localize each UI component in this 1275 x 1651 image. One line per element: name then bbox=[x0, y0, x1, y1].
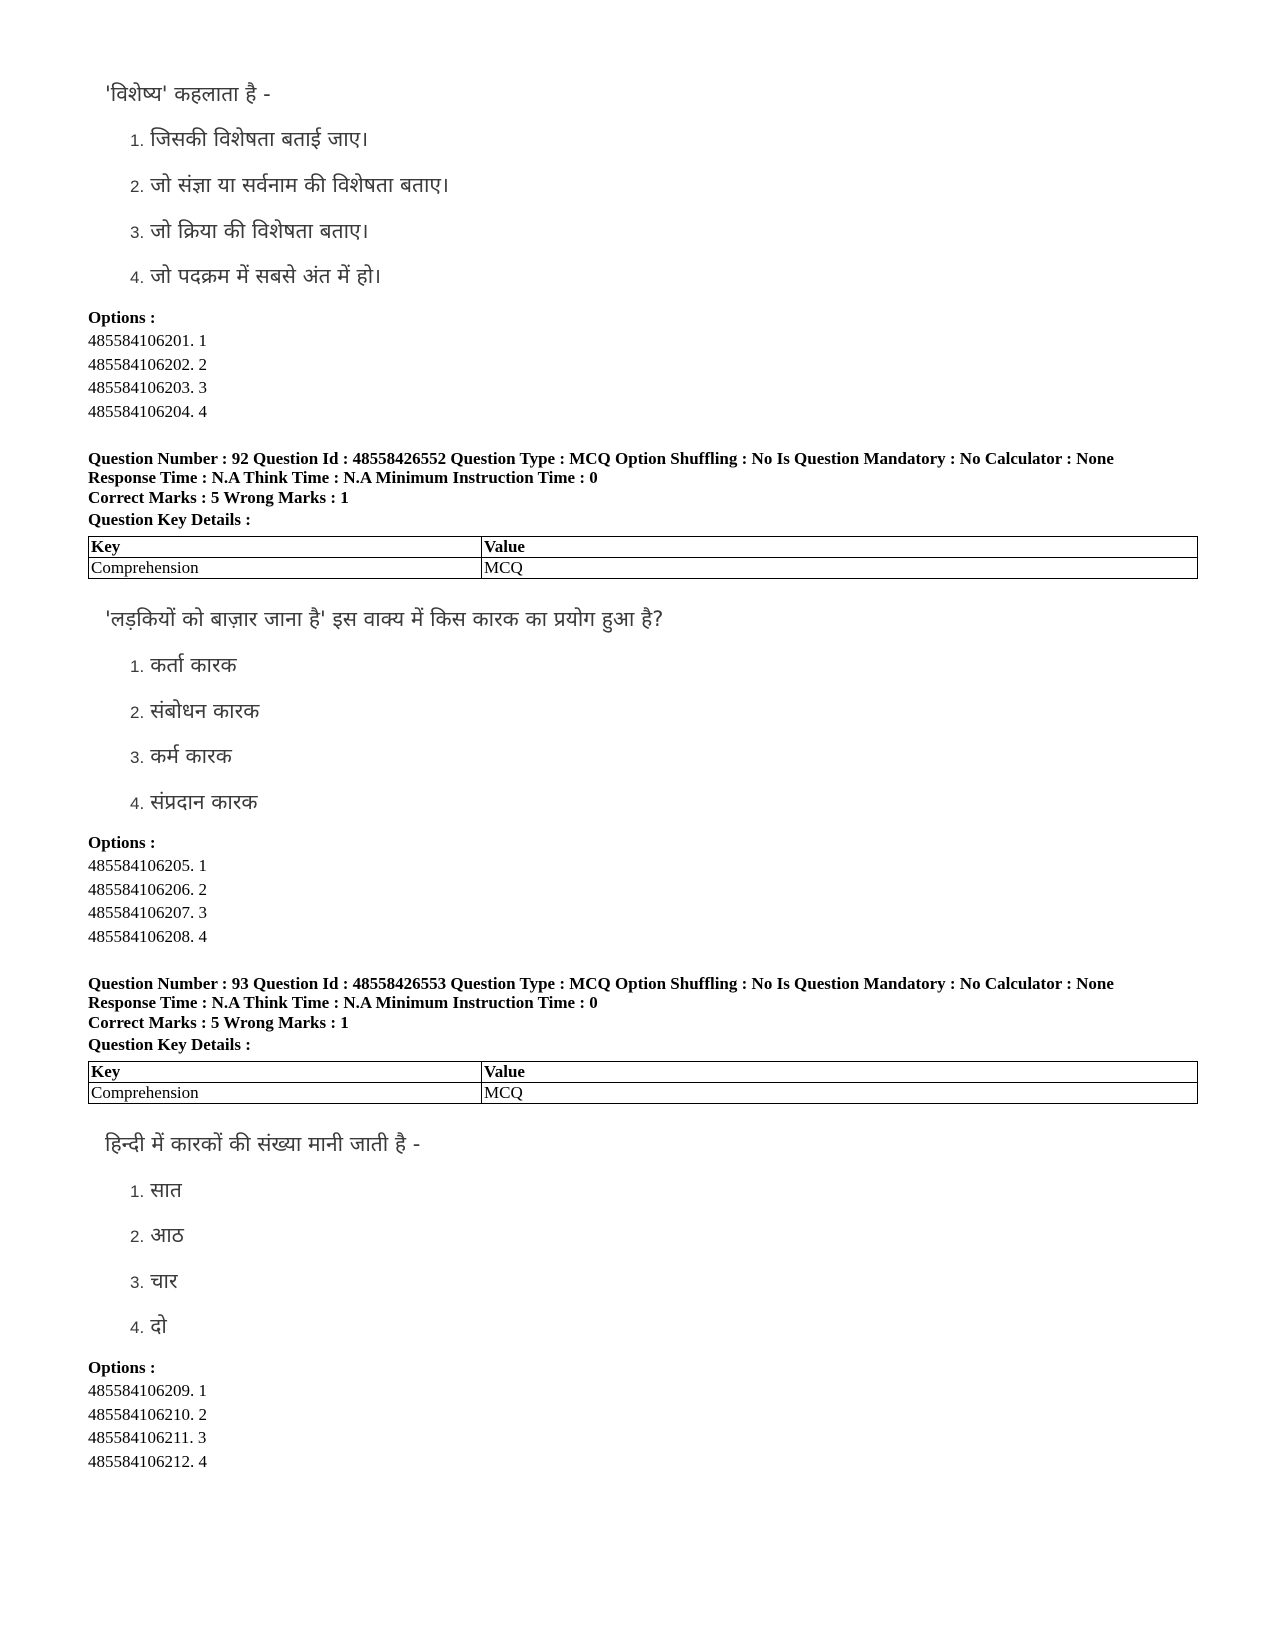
option-id: 485584106206. 2 bbox=[88, 879, 207, 899]
key-details-label: Question Key Details : bbox=[88, 1035, 251, 1054]
choice-item: 3. जो क्रिया की विशेषता बताए। bbox=[130, 219, 369, 243]
option-id: 485584106203. 3 bbox=[88, 378, 207, 397]
table-header-value: Value bbox=[482, 537, 1198, 558]
options-list bbox=[88, 306, 1198, 423]
option-id: 485584106205. 1 bbox=[88, 856, 207, 875]
question-text: हिन्दी में कारकों की संख्या मानी जाती है - bbox=[105, 1132, 421, 1156]
choice-item: 4. दो bbox=[130, 1314, 167, 1338]
choice-item: 2. जो संज्ञा या सर्वनाम की विशेषता बताए। bbox=[130, 173, 449, 197]
table-row bbox=[89, 558, 1198, 579]
table-row bbox=[89, 1083, 1198, 1104]
key-details-table bbox=[88, 1061, 1198, 1104]
question-text: 'विशेष्य' कहलाता है - bbox=[105, 82, 271, 106]
table-header-key: Key bbox=[89, 537, 482, 558]
key-details-label: Question Key Details : bbox=[88, 510, 251, 529]
table-header-value: Value bbox=[482, 1062, 1198, 1083]
question-meta bbox=[88, 449, 1198, 531]
question-meta-line2: Response Time : N.A Think Time : N.A Minimum Instruction Time : 0 bbox=[88, 468, 598, 487]
question-meta-line1: Question Number : 93 Question Id : 48558426553 Question Type : MCQ Option Shuffling : No Is Question Mandatory : No Calculator : None bbox=[88, 974, 1114, 993]
choice-item: 2. संबोधन कारक bbox=[130, 699, 260, 723]
question-meta-line1: Question Number : 92 Question Id : 48558426552 Question Type : MCQ Option Shuffling : No Is Question Mandatory : No Calculator : None bbox=[88, 449, 1114, 468]
option-id: 485584106207. 3 bbox=[88, 903, 207, 922]
choice-item: 2. आठ bbox=[130, 1223, 184, 1247]
table-cell-key: Comprehension bbox=[89, 558, 482, 579]
choice-item: 1. कर्ता कारक bbox=[130, 653, 237, 677]
table-cell-value: MCQ bbox=[482, 1083, 1198, 1104]
marks-line: Correct Marks : 5 Wrong Marks : 1 bbox=[88, 1013, 349, 1032]
choice-item: 4. जो पदक्रम में सबसे अंत में हो। bbox=[130, 264, 382, 288]
option-id: 485584106202. 2 bbox=[88, 354, 207, 374]
options-list bbox=[88, 1356, 1198, 1473]
options-list bbox=[88, 831, 1198, 948]
option-id: 485584106208. 4 bbox=[88, 926, 207, 946]
choice-item: 4. संप्रदान कारक bbox=[130, 790, 258, 814]
question-text: 'लड़कियों को बाज़ार जाना है' इस वाक्य में किस कारक का प्रयोग हुआ है? bbox=[105, 607, 664, 631]
choice-item: 1. जिसकी विशेषता बताई जाए। bbox=[130, 127, 369, 151]
option-id: 485584106204. 4 bbox=[88, 401, 207, 421]
marks-line: Correct Marks : 5 Wrong Marks : 1 bbox=[88, 488, 349, 507]
choice-item: 3. कर्म कारक bbox=[130, 744, 232, 768]
choice-item: 1. सात bbox=[130, 1178, 182, 1202]
option-id: 485584106210. 2 bbox=[88, 1404, 207, 1424]
option-id: 485584106209. 1 bbox=[88, 1381, 207, 1400]
options-label: Options : bbox=[88, 308, 156, 327]
option-id: 485584106201. 1 bbox=[88, 331, 207, 350]
table-cell-key: Comprehension bbox=[89, 1083, 482, 1104]
options-label: Options : bbox=[88, 1358, 156, 1377]
table-header-row bbox=[89, 537, 1198, 558]
option-id: 485584106212. 4 bbox=[88, 1451, 207, 1471]
key-details-table bbox=[88, 536, 1198, 579]
question-meta bbox=[88, 974, 1198, 1056]
choice-item: 3. चार bbox=[130, 1269, 178, 1293]
option-id: 485584106211. 3 bbox=[88, 1428, 207, 1447]
options-label: Options : bbox=[88, 833, 156, 852]
table-cell-value: MCQ bbox=[482, 558, 1198, 579]
question-meta-line2: Response Time : N.A Think Time : N.A Minimum Instruction Time : 0 bbox=[88, 993, 598, 1012]
table-header-row bbox=[89, 1062, 1198, 1083]
table-header-key: Key bbox=[89, 1062, 482, 1083]
